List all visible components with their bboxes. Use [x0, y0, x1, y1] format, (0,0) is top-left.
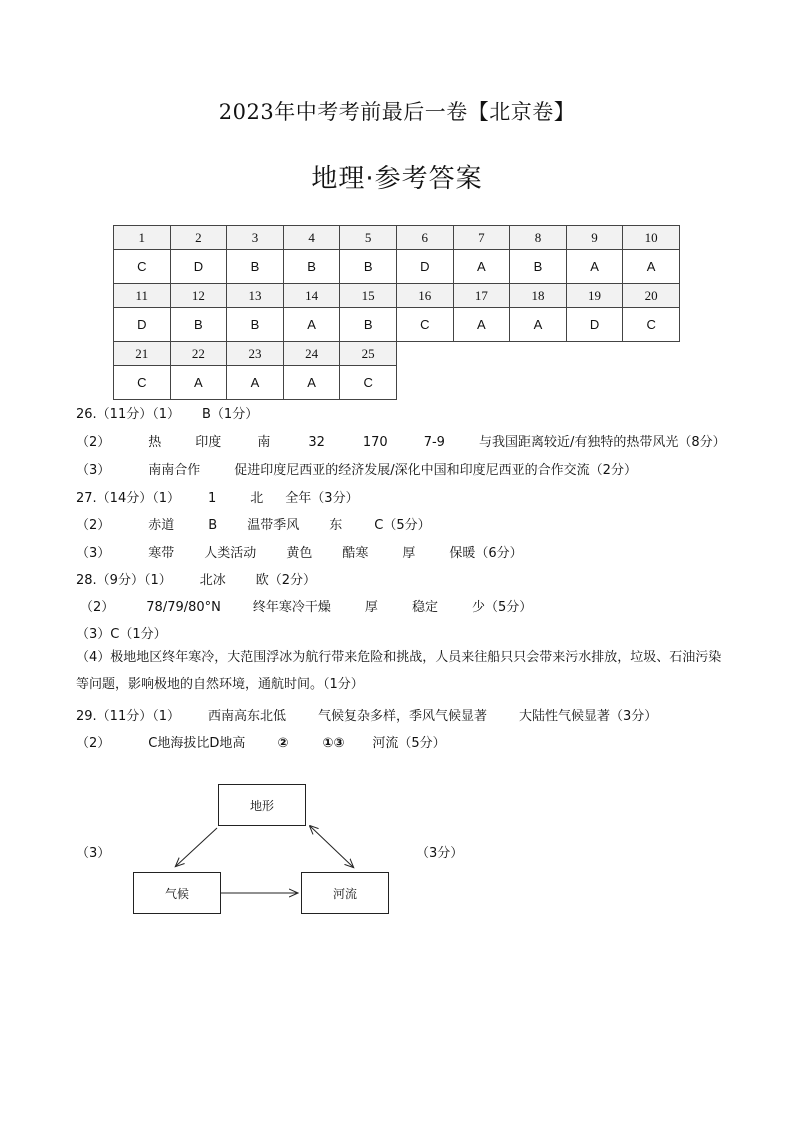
- q28-ans-1b: 欧（2分）: [255, 573, 317, 588]
- question-number-cell: 25: [340, 342, 397, 366]
- answer-cell: B: [227, 308, 284, 342]
- q27-ans-2c: 温带季风: [247, 518, 300, 533]
- q26-sub-3: （3）: [76, 463, 111, 478]
- q29-ans-2d: 河流（5分）: [372, 736, 446, 751]
- answer-cell: B: [510, 250, 567, 284]
- q28-ans-2a: 78/79/80°N: [146, 600, 221, 615]
- q27-ans-3a: 寒带: [148, 546, 175, 561]
- question-number-cell: 3: [227, 226, 284, 250]
- q26-ans-2c: 南: [257, 435, 271, 450]
- question-number-cell: 13: [227, 284, 284, 308]
- answer-cell: A: [283, 366, 340, 400]
- q26-ans-2f: 7-9: [423, 435, 445, 450]
- q27-ans-3d: 酷寒: [342, 546, 369, 561]
- q26-ans-3b: 促进印度尼西亚的经济发展/深化中国和印度尼西亚的合作交流（2分）: [234, 463, 637, 478]
- answer-cell: C: [396, 308, 453, 342]
- question-number-cell: 7: [453, 226, 510, 250]
- answer-cell: A: [453, 250, 510, 284]
- q27-label: 27.（14分）（1）: [76, 491, 180, 506]
- q28-ans-2c: 厚: [364, 600, 378, 615]
- q27-ans-3b: 人类活动: [204, 546, 257, 561]
- diagram-label-terrain: 地形: [249, 798, 274, 813]
- q26-ans-2e: 170: [362, 435, 388, 450]
- q28-ans-2d: 稳定: [411, 600, 438, 615]
- question-number-cell: 8: [510, 226, 567, 250]
- q29-sub-2: （2）: [76, 736, 111, 751]
- diagram-label-climate: 气候: [164, 886, 189, 901]
- answer-cell: A: [170, 366, 227, 400]
- q29-label: 29.（11分）（1）: [76, 709, 180, 724]
- q27-ans-1c: 全年（3分）: [285, 491, 359, 506]
- q26-ans-2g: 与我国距离较近/有独特的热带风光（8分）: [478, 435, 726, 450]
- q29-sub-3-label: （3）: [76, 846, 111, 861]
- question-number-cell: 24: [283, 342, 340, 366]
- answer-cell: A: [453, 308, 510, 342]
- answer-cell: A: [623, 250, 680, 284]
- question-number-cell: 17: [453, 284, 510, 308]
- q28-label: 28.（9分）（1）: [76, 573, 172, 588]
- q29-ans-2b: ②: [277, 736, 289, 751]
- arrow-terrain-river-both: [310, 826, 353, 867]
- question-number-cell: 12: [170, 284, 227, 308]
- q27-ans-3f: 保暖（6分）: [449, 546, 523, 561]
- question-number-cell: 20: [623, 284, 680, 308]
- q29-ans-1b: 气候复杂多样，季风气候显著: [318, 709, 488, 724]
- answer-cell: B: [283, 250, 340, 284]
- q26-ans-1: B（1分）: [202, 407, 259, 422]
- q27-sub-3: （3）: [76, 546, 111, 561]
- question-number-cell: 4: [283, 226, 340, 250]
- q27-ans-2a: 赤道: [148, 518, 175, 533]
- q27-ans-2d: 东: [329, 518, 343, 533]
- page-subtitle: 地理·参考答案: [311, 164, 483, 194]
- question-number-cell: 10: [623, 226, 680, 250]
- q29-ans-1c: 大陆性气候显著（3分）: [519, 709, 658, 724]
- question-number-cell: 14: [283, 284, 340, 308]
- arrow-terrain-to-climate: [176, 828, 217, 866]
- answer-cell: D: [396, 250, 453, 284]
- question-number-cell: 2: [170, 226, 227, 250]
- answer-cell: A: [283, 308, 340, 342]
- q26-ans-3a: 南南合作: [148, 463, 201, 478]
- answer-cell: B: [340, 250, 397, 284]
- q28-line-4: （4）极地地区终年寒冷，大范围浮冰为航行带来危险和挑战，人员来往船只只会带来污水排放，垃圾、石油污染等问题，影响极地的自然环境，通航时间。（1分）: [76, 650, 722, 692]
- q27-ans-3e: 厚: [402, 546, 416, 561]
- answer-cell: B: [227, 250, 284, 284]
- answer-cell: C: [623, 308, 680, 342]
- q27-sub-2: （2）: [76, 518, 111, 533]
- question-number-cell: 1: [114, 226, 171, 250]
- answer-cell: B: [170, 308, 227, 342]
- question-number-cell: 5: [340, 226, 397, 250]
- q29-ans-2a: C地海拔比D地高: [148, 736, 246, 751]
- q26-sub-2: （2）: [76, 435, 111, 450]
- question-number-cell: 9: [566, 226, 623, 250]
- answer-cell: D: [566, 308, 623, 342]
- answer-cell: B: [340, 308, 397, 342]
- q28-ans-2e: 少（5分）: [471, 600, 533, 615]
- q28-sub-2: （2）: [80, 600, 115, 615]
- question-number-cell: 15: [340, 284, 397, 308]
- answer-cell: D: [170, 250, 227, 284]
- question-number-cell: 21: [114, 342, 171, 366]
- q28-ans-2b: 终年寒冷干燥: [252, 600, 331, 615]
- q27-ans-1a: 1: [208, 491, 217, 506]
- page-title: 2023年中考考前最后一卷【北京卷】: [218, 100, 576, 124]
- q27-ans-2b: B: [208, 518, 218, 533]
- answer-cell: D: [114, 308, 171, 342]
- q29-sub-3-score: （3分）: [416, 846, 464, 861]
- q29-ans-1a: 西南高东北低: [208, 709, 287, 724]
- answer-cell: A: [227, 366, 284, 400]
- question-number-cell: 16: [396, 284, 453, 308]
- q29-ans-2c: ①③: [322, 736, 345, 751]
- q27-ans-1b: 北: [250, 491, 264, 506]
- answer-cell: C: [114, 366, 171, 400]
- answer-cell: C: [340, 366, 397, 400]
- q26-ans-2d: 32: [308, 435, 325, 450]
- answer-cell: A: [510, 308, 567, 342]
- q28-ans-1a: 北冰: [199, 573, 226, 588]
- q26-ans-2a: 热: [148, 435, 162, 450]
- question-number-cell: 6: [396, 226, 453, 250]
- question-number-cell: 23: [227, 342, 284, 366]
- q28-line-3: （3）C（1分）: [76, 627, 167, 642]
- question-number-cell: 22: [170, 342, 227, 366]
- diagram-label-river: 河流: [332, 886, 357, 901]
- q27-ans-2e: C（5分）: [374, 518, 431, 533]
- question-number-cell: 19: [566, 284, 623, 308]
- answer-cell: C: [114, 250, 171, 284]
- q26-ans-2b: 印度: [195, 435, 222, 450]
- q26-label: 26.（11分）（1）: [76, 407, 180, 422]
- q27-ans-3c: 黄色: [286, 546, 313, 561]
- answer-cell: A: [566, 250, 623, 284]
- question-number-cell: 18: [510, 284, 567, 308]
- question-number-cell: 11: [114, 284, 171, 308]
